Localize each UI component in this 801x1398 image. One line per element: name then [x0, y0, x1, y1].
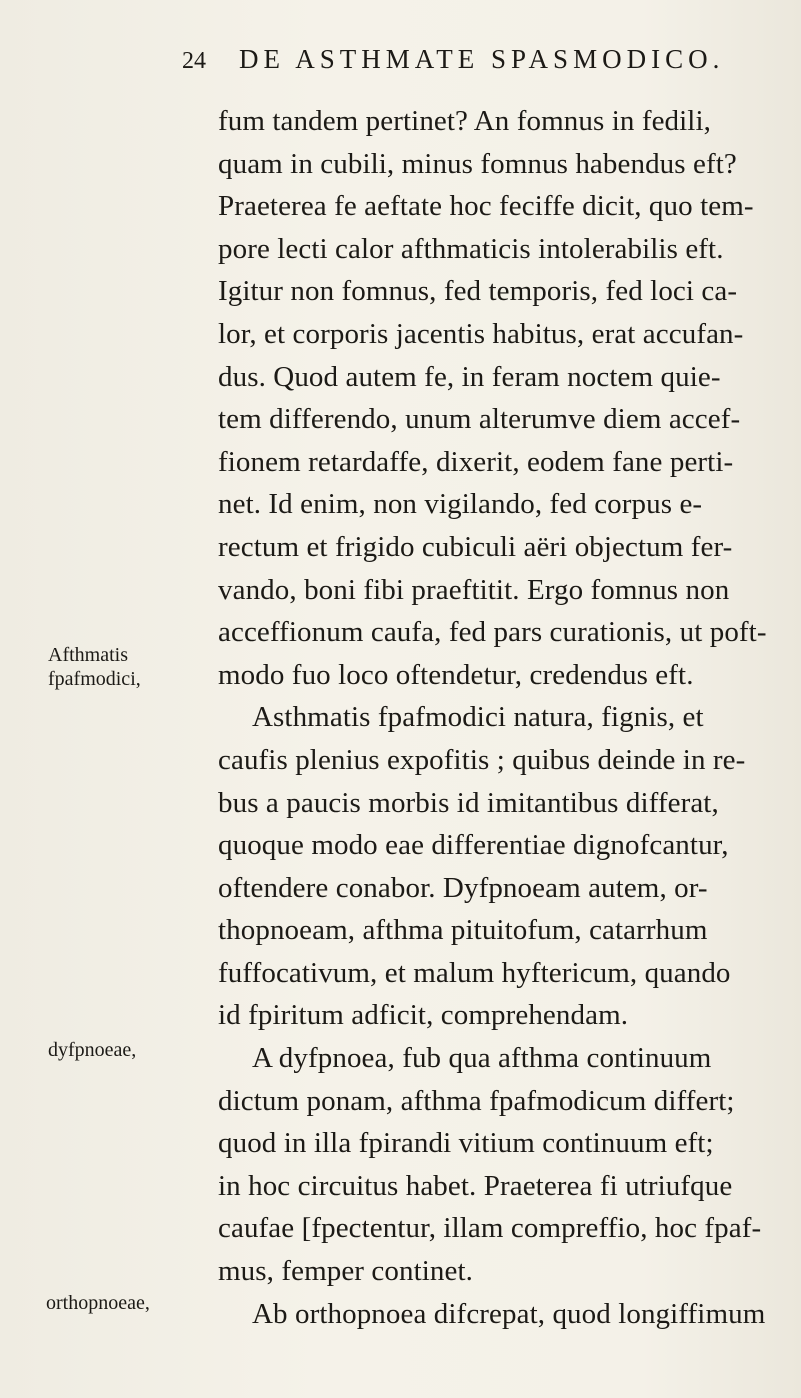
text-line: pore lecti calor afthmaticis intolerabilis eft.	[218, 232, 724, 265]
text-line: Igitur non fomnus, fed temporis, fed loci ca-	[218, 275, 738, 308]
margin-notes	[0, 0, 150, 1398]
text-line: oftendere conabor. Dyfpnoeam autem, or-	[218, 871, 708, 904]
page-number: 24	[182, 48, 206, 74]
text-line: acceffionum caufa, fed pars curationis, ut poft-	[218, 616, 767, 649]
text-line: thopnoeam, afthma pituitofum, catarrhum	[218, 914, 708, 947]
text-line: fum tandem pertinet? An fomnus in fedili,	[218, 105, 711, 137]
text-line: Praeterea fe aeftate hoc feciffe dicit, quo tem-	[218, 190, 754, 223]
margin-note-line: fpafmodici,	[48, 668, 141, 690]
text-line: Asthmatis fpafmodici natura, fignis, et	[252, 701, 704, 734]
text-line: in hoc circuitus habet. Praeterea fi utriufque	[218, 1169, 733, 1202]
text-line: Ab orthopnoea difcrepat, quod longiffimum	[252, 1297, 766, 1330]
text-line: vando, boni fibi praeftitit. Ergo fomnus non	[218, 573, 730, 606]
text-line: fuffocativum, et malum hyftericum, quando	[218, 956, 731, 989]
text-line: bus a paucis morbis id imitantibus differat,	[218, 786, 719, 819]
text-line: net. Id enim, non vigilando, fed corpus e-	[218, 488, 703, 521]
text-line: dictum ponam, afthma fpafmodicum differt;	[218, 1084, 735, 1117]
text-line: mus, femper continet.	[218, 1255, 473, 1288]
running-head: DE ASTHMATE SPASMODICO.	[239, 44, 725, 74]
text-line: quoque modo eae differentiae dignofcantur,	[218, 829, 729, 862]
text-line: rectum et frigido cubiculi aëri objectum fer-	[218, 530, 733, 563]
text-line: caufae [fpectentur, illam compreffio, hoc fpaf-	[218, 1212, 762, 1245]
text-line: caufis plenius expofitis ; quibus deinde in re-	[218, 743, 746, 776]
text-line: fionem retardaffe, dixerit, eodem fane perti-	[218, 445, 734, 478]
margin-note-dyspnoeae: dyfpnoeae,	[48, 1039, 137, 1061]
page-header	[182, 44, 772, 84]
margin-note-asthmatis	[48, 643, 141, 691]
text-line: tem differendo, unum alterumve diem accef-	[218, 403, 741, 436]
text-line: A dyfpnoea, fub qua afthma continuum	[252, 1042, 712, 1075]
margin-note-orthopnoeae: orthopnoeae,	[46, 1292, 150, 1314]
text-line: modo fuo loco oftendetur, credendus eft.	[218, 658, 694, 691]
body-text	[218, 100, 778, 1335]
text-line: id fpiritum adficit, comprehendam.	[218, 999, 629, 1032]
text-line: dus. Quod autem fe, in feram noctem quie-	[218, 360, 721, 393]
margin-note-line: Afthmatis	[48, 644, 128, 666]
text-line: quam in cubili, minus fomnus habendus eft?	[218, 147, 737, 180]
text-line: quod in illa fpirandi vitium continuum eft;	[218, 1127, 714, 1160]
text-line: lor, et corporis jacentis habitus, erat accufan-	[218, 317, 744, 350]
